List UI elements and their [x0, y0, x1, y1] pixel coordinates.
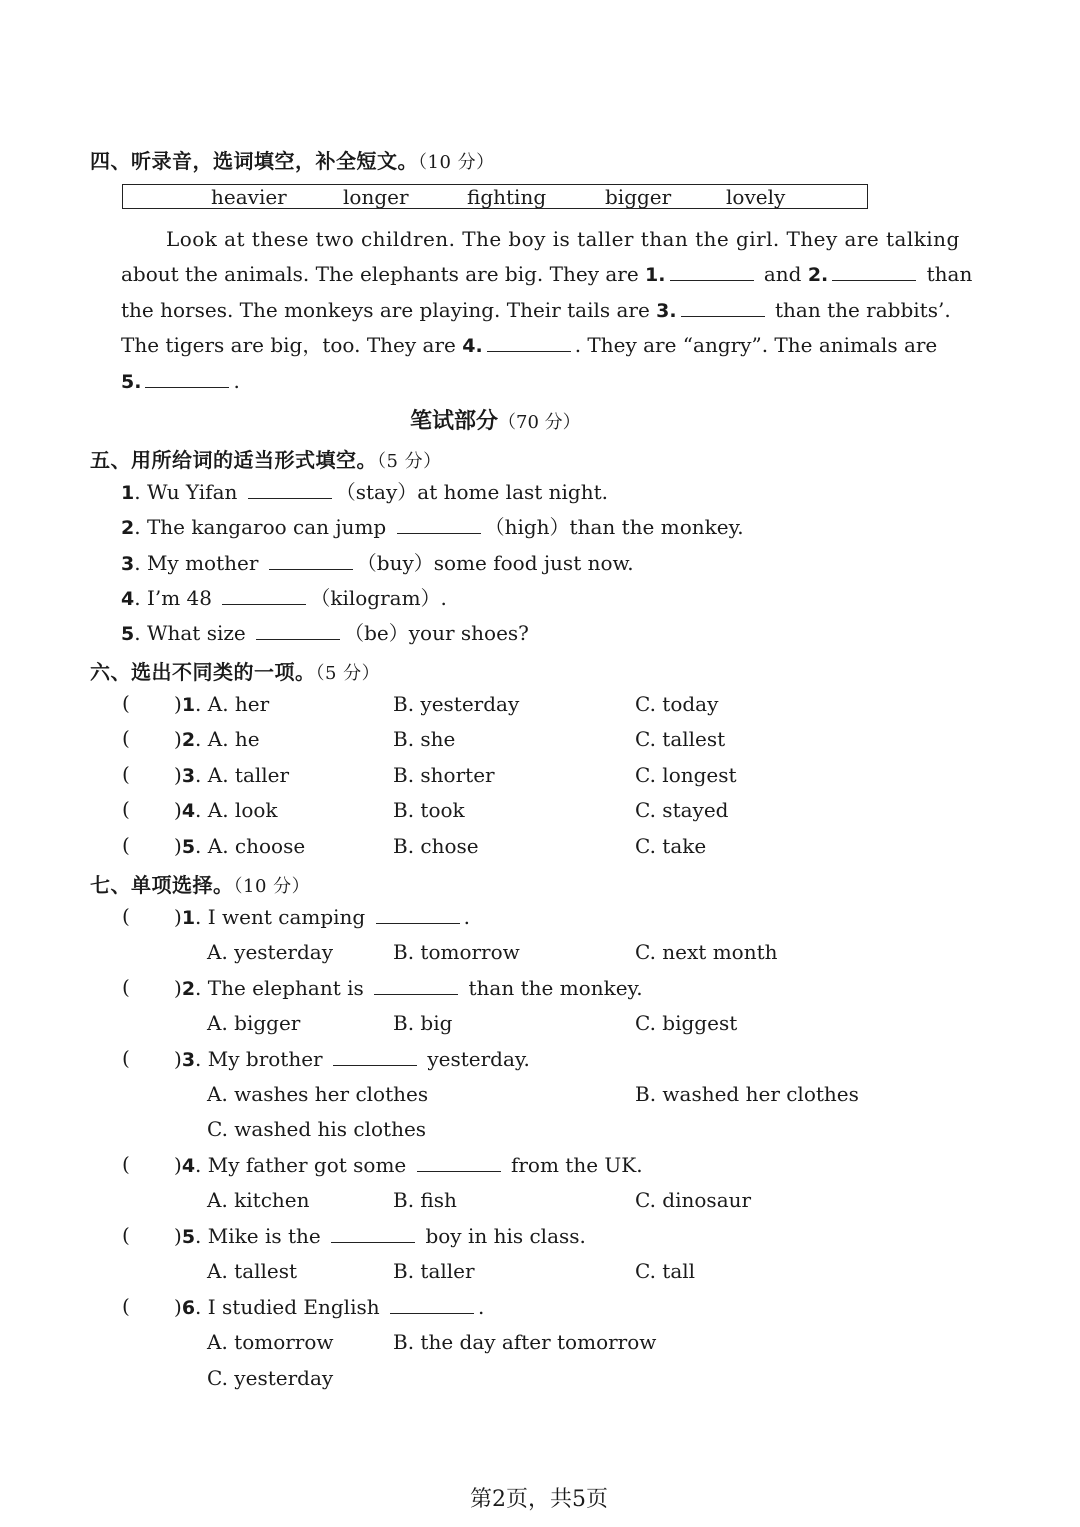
word-bank-item: longer — [343, 185, 409, 209]
answer-paren-open[interactable]: ( — [122, 1152, 130, 1176]
answer-paren-close: ) — [174, 798, 182, 822]
option-b: B. took — [393, 798, 465, 822]
word-bank-item: heavier — [211, 185, 287, 209]
passage-line-1: Look at these two children. The boy is taller than the girl. They are talking — [166, 227, 960, 251]
section-4-points: （10 分） — [418, 152, 495, 173]
option-b: B. big — [393, 1011, 453, 1035]
question-text: . I went camping — [195, 905, 372, 929]
option-c: C. stayed — [635, 798, 729, 822]
answer-blank[interactable] — [681, 298, 765, 317]
answer-blank[interactable] — [269, 551, 353, 570]
item-number: 4 — [181, 800, 196, 822]
section-4-title: 四、听录音，选词填空，补全短文。 — [90, 149, 418, 173]
answer-paren-open[interactable]: ( — [122, 975, 130, 999]
item-text: （kilogram）. — [310, 586, 447, 610]
option-c: C. today — [635, 692, 719, 716]
answer-paren-close: ) — [174, 834, 182, 858]
option-b: B. tomorrow — [393, 940, 520, 964]
option-a — [174, 726, 260, 753]
section-5-points: （5 分） — [377, 451, 442, 472]
answer-paren-open[interactable]: ( — [122, 833, 130, 857]
item-number: 2 — [181, 978, 196, 1000]
section-5-heading — [90, 444, 442, 473]
question-text: . The elephant is — [195, 976, 371, 1000]
item-text: （high）than the monkey. — [484, 515, 744, 539]
word-bank-item: fighting — [467, 185, 547, 209]
option-a: A. tallest — [207, 1259, 298, 1283]
answer-blank[interactable] — [331, 1224, 415, 1243]
fill-item — [121, 620, 529, 647]
option-a — [174, 691, 269, 718]
answer-blank[interactable] — [145, 369, 229, 388]
option-c: C. tallest — [635, 727, 726, 751]
passage-line-4 — [121, 332, 937, 359]
answer-paren-close: ) — [174, 1047, 182, 1071]
answer-paren-close: ) — [174, 1153, 182, 1177]
question-stem — [174, 904, 470, 931]
written-part-heading — [410, 404, 581, 435]
answer-blank[interactable] — [832, 262, 916, 281]
answer-paren-close: ) — [174, 976, 182, 1000]
section-6-title: 六、选出不同类的一项。 — [90, 660, 316, 684]
option-c: C. take — [635, 834, 707, 858]
item-number: 1 — [181, 694, 196, 716]
option-a-text: . A. choose — [195, 834, 306, 858]
item-text: （be）your shoes? — [344, 621, 529, 645]
answer-paren-open[interactable]: ( — [122, 797, 130, 821]
option-a: A. tomorrow — [207, 1330, 334, 1354]
section-6-points: （5 分） — [315, 663, 381, 684]
option-b: B. yesterday — [393, 692, 520, 716]
answer-blank[interactable] — [376, 905, 460, 924]
item-number: 5 — [121, 623, 135, 645]
blank-number: 2. — [807, 264, 829, 286]
question-text: from the UK. — [510, 1153, 643, 1177]
passage-line-5 — [121, 368, 240, 395]
option-c: C. yesterday — [207, 1366, 334, 1390]
item-number: 6 — [181, 1297, 196, 1319]
answer-blank[interactable] — [487, 333, 571, 352]
passage-text: . — [233, 369, 240, 393]
question-text: . — [463, 905, 470, 929]
option-a: A. yesterday — [207, 940, 334, 964]
item-text: （buy）some food just now. — [356, 551, 634, 575]
passage-text: . They are “angry”. The animals are — [574, 333, 938, 357]
item-number: 3 — [181, 765, 196, 787]
question-stem — [174, 1046, 530, 1073]
section-6-heading — [90, 656, 380, 685]
question-text: . — [477, 1295, 485, 1319]
answer-paren-close: ) — [174, 905, 182, 929]
question-stem — [174, 1152, 643, 1179]
answer-paren-open[interactable]: ( — [122, 726, 130, 750]
option-b: B. chose — [393, 834, 479, 858]
answer-paren-close: ) — [174, 763, 182, 787]
item-number: 4 — [121, 588, 135, 610]
answer-blank[interactable] — [222, 586, 306, 605]
option-b: B. fish — [393, 1188, 457, 1212]
item-number: 5 — [181, 836, 196, 858]
item-text: . I’m 48 — [134, 586, 219, 610]
answer-paren-close: ) — [174, 692, 182, 716]
blank-number: 5. — [121, 371, 142, 393]
item-text: . What size — [134, 621, 253, 645]
option-a-text: . A. her — [195, 692, 270, 716]
option-c: C. next month — [635, 940, 778, 964]
answer-paren-open[interactable]: ( — [122, 1223, 130, 1247]
question-text: . My father got some — [195, 1153, 413, 1177]
answer-paren-open[interactable]: ( — [122, 904, 130, 928]
section-7-heading — [90, 869, 310, 898]
option-a — [174, 833, 305, 860]
section-7-points: （10 分） — [233, 876, 311, 897]
passage-line-3 — [121, 297, 951, 324]
item-text: . Wu Yifan — [134, 480, 244, 504]
item-number: 3 — [121, 553, 135, 575]
option-b: B. washed her clothes — [635, 1082, 859, 1106]
item-number: 5 — [181, 1226, 196, 1248]
blank-number: 1. — [645, 264, 666, 286]
option-c: C. washed his clothes — [207, 1117, 427, 1141]
option-a-text: . A. look — [195, 798, 278, 822]
word-bank-item: lovely — [726, 185, 786, 209]
option-c: C. tall — [635, 1259, 696, 1283]
question-text: than the monkey. — [468, 976, 643, 1000]
passage-text: about the animals. The elephants are big. They are — [121, 262, 646, 286]
answer-paren-open[interactable]: ( — [122, 1294, 130, 1318]
blank-number: 3. — [656, 300, 677, 322]
option-b: B. shorter — [393, 763, 495, 787]
answer-paren-close: ) — [174, 1295, 182, 1319]
question-stem — [174, 1223, 586, 1250]
answer-blank[interactable] — [670, 262, 754, 281]
fill-item — [121, 514, 744, 541]
passage-text: The tigers are big，too. They are — [121, 333, 463, 357]
passage-text: than — [926, 262, 973, 286]
passage-text: than the rabbits’. — [774, 298, 951, 322]
question-text: . I studied English — [195, 1295, 386, 1319]
answer-blank[interactable] — [417, 1153, 501, 1172]
item-text: . The kangaroo can jump — [134, 515, 393, 539]
answer-blank[interactable] — [256, 621, 340, 640]
option-c: C. biggest — [635, 1011, 738, 1035]
answer-blank[interactable] — [248, 480, 332, 499]
answer-paren-close: ) — [174, 1224, 182, 1248]
page-footer: 第2页，共5页 — [470, 1487, 608, 1512]
fill-item — [121, 585, 447, 612]
section-4-heading — [90, 145, 495, 174]
passage-line-2 — [121, 261, 972, 288]
word-bank-item: bigger — [605, 185, 672, 209]
answer-paren-open[interactable]: ( — [122, 1046, 130, 1070]
question-text: yesterday. — [427, 1047, 530, 1071]
passage-text: the horses. The monkeys are playing. Their tails are — [121, 298, 657, 322]
answer-blank[interactable] — [397, 515, 481, 534]
answer-paren-open[interactable]: ( — [122, 762, 130, 786]
item-number: 2 — [181, 729, 196, 751]
option-a — [174, 762, 289, 789]
question-text: boy in his class. — [425, 1224, 586, 1248]
option-b: B. taller — [393, 1259, 475, 1283]
answer-paren-close: ) — [174, 727, 182, 751]
option-b: B. the day after tomorrow — [393, 1330, 657, 1354]
section-7-title: 七、单项选择。 — [90, 873, 234, 897]
option-a: A. kitchen — [207, 1188, 310, 1212]
option-b: B. she — [393, 727, 456, 751]
option-a-text: . A. he — [195, 727, 260, 751]
word-bank-box — [122, 184, 868, 209]
blank-number: 4. — [462, 335, 483, 357]
item-number: 3 — [181, 1049, 196, 1071]
option-a-text: . A. taller — [195, 763, 290, 787]
answer-blank[interactable] — [374, 976, 458, 995]
answer-blank[interactable] — [333, 1047, 417, 1066]
option-c: C. longest — [635, 763, 737, 787]
option-c: C. dinosaur — [635, 1188, 752, 1212]
item-number: 1 — [181, 907, 196, 929]
written-part-title: 笔试部分 — [410, 409, 499, 434]
item-number: 1 — [121, 482, 135, 504]
option-a: A. bigger — [207, 1011, 301, 1035]
item-number: 4 — [181, 1155, 196, 1177]
question-text: . My brother — [195, 1047, 329, 1071]
item-number: 2 — [121, 517, 135, 539]
section-5-title: 五、用所给词的适当形式填空。 — [90, 448, 377, 472]
question-text: . Mike is the — [195, 1224, 328, 1248]
passage-text: and — [763, 262, 808, 286]
fill-item — [121, 479, 608, 506]
option-a — [174, 797, 278, 824]
option-a: A. washes her clothes — [207, 1082, 429, 1106]
answer-blank[interactable] — [390, 1295, 474, 1314]
item-text: . My mother — [134, 551, 265, 575]
answer-paren-open[interactable]: ( — [122, 691, 130, 715]
fill-item — [121, 550, 634, 577]
item-text: （stay）at home last night. — [335, 480, 609, 504]
question-stem — [174, 1294, 484, 1321]
written-part-points: （70 分） — [498, 412, 581, 433]
question-stem — [174, 975, 643, 1002]
